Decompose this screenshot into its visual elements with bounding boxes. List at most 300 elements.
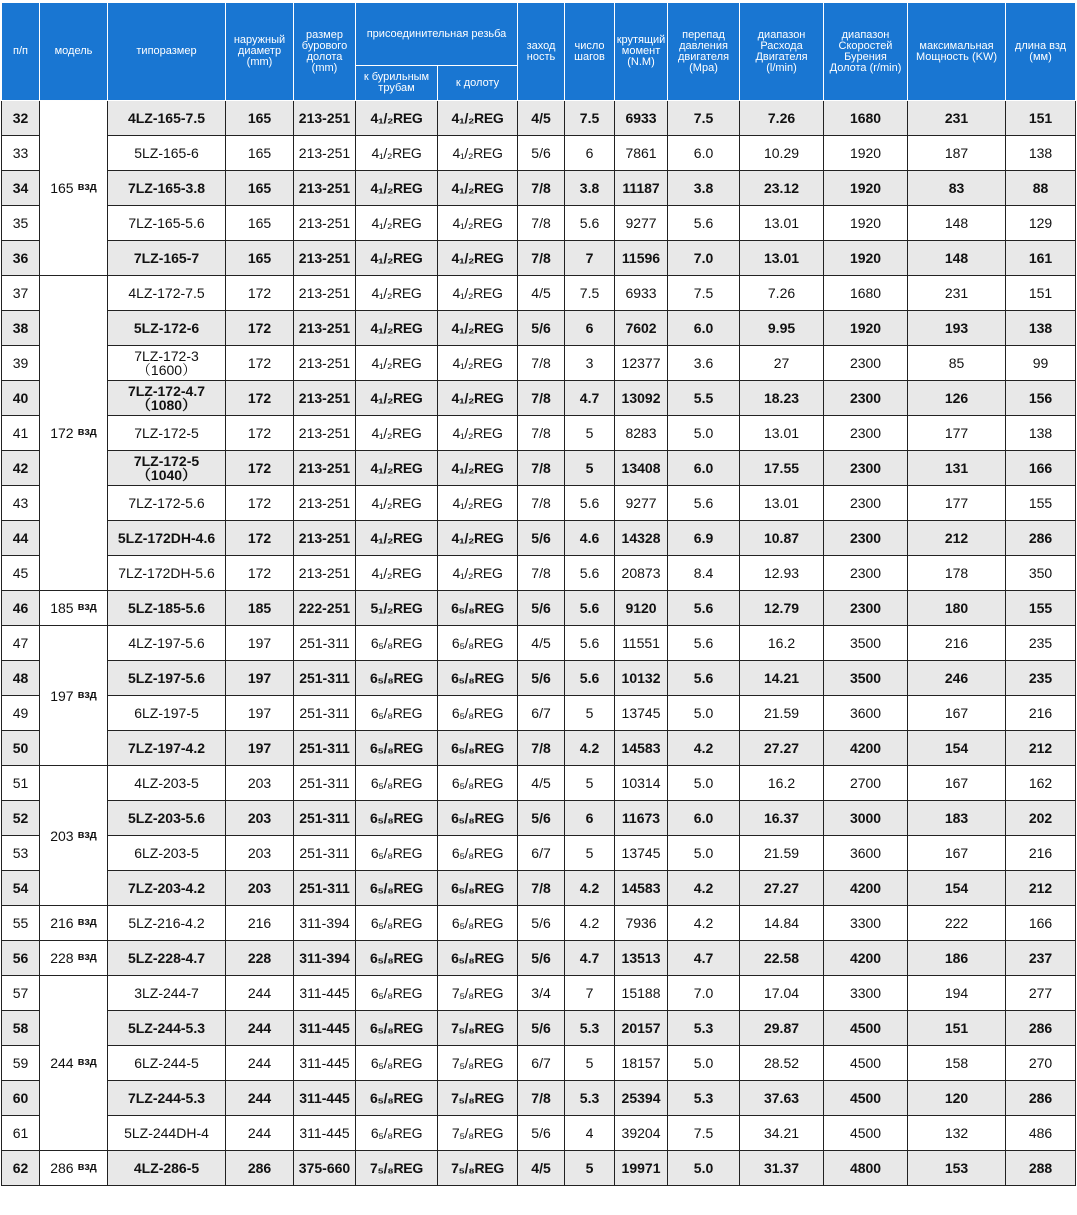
cell-torque: 7602 — [615, 311, 668, 346]
cell-od: 197 — [226, 626, 294, 661]
cell-pressure: 5.5 — [668, 381, 740, 416]
table-row — [2, 416, 1076, 451]
cell-bit: 222-251 — [294, 591, 356, 626]
cell-size — [108, 801, 226, 836]
cell-bit: 213-251 — [294, 101, 356, 136]
cell-stages: 5 — [565, 836, 615, 871]
cell-size — [108, 241, 226, 276]
header-power: максимальная Мощность (KW) — [908, 3, 1006, 101]
cell-flow: 13.01 — [740, 241, 824, 276]
cell-od: 172 — [226, 346, 294, 381]
cell-thread-bit: 6₅/₈REG — [438, 836, 518, 871]
cell-size — [108, 696, 226, 731]
cell-stages: 6 — [565, 136, 615, 171]
cell-length: 99 — [1006, 346, 1076, 381]
cell-torque: 7936 — [615, 906, 668, 941]
cell-size — [108, 171, 226, 206]
model-number: 165 — [50, 180, 74, 196]
cell-thread-pipe: 4₁/₂REG — [356, 416, 438, 451]
cell-bit: 311-445 — [294, 1116, 356, 1151]
cell-stages: 5.6 — [565, 661, 615, 696]
cell-power: 158 — [908, 1046, 1006, 1081]
cell-speed: 4800 — [824, 1151, 908, 1186]
cell-thread-pipe: 6₅/₈REG — [356, 1046, 438, 1081]
cell-num: 37 — [2, 276, 40, 311]
size-label: 5LZ-197-5.6 — [127, 669, 206, 686]
cell-pressure: 6.0 — [668, 311, 740, 346]
model-number: 228 — [50, 950, 74, 966]
cell-thread-pipe: 4₁/₂REG — [356, 556, 438, 591]
cell-thread-bit: 7₅/₈REG — [438, 1151, 518, 1186]
cell-od: 244 — [226, 1046, 294, 1081]
cell-power: 231 — [908, 101, 1006, 136]
table-row — [2, 1046, 1076, 1081]
cell-torque: 20873 — [615, 556, 668, 591]
cell-lobes: 4/5 — [518, 766, 565, 801]
cell-speed: 1920 — [824, 311, 908, 346]
cell-thread-pipe: 6₅/₈REG — [356, 976, 438, 1011]
cell-thread-pipe: 6₅/₈REG — [356, 871, 438, 906]
cell-torque: 6933 — [615, 276, 668, 311]
cell-bit: 213-251 — [294, 486, 356, 521]
cell-od: 286 — [226, 1151, 294, 1186]
cell-flow: 10.29 — [740, 136, 824, 171]
cell-bit: 213-251 — [294, 206, 356, 241]
cell-od: 172 — [226, 381, 294, 416]
cell-torque: 7861 — [615, 136, 668, 171]
cell-num: 39 — [2, 346, 40, 381]
cell-bit: 251-311 — [294, 871, 356, 906]
table-row — [2, 1081, 1076, 1116]
cell-bit: 251-311 — [294, 836, 356, 871]
table-row — [2, 871, 1076, 906]
size-label: 7LZ-165-5.6 — [128, 214, 205, 231]
cell-size — [108, 871, 226, 906]
cell-size — [108, 416, 226, 451]
cell-size — [108, 1081, 226, 1116]
cell-lobes: 7/8 — [518, 731, 565, 766]
cell-torque: 14328 — [615, 521, 668, 556]
model-unit: взд — [77, 828, 97, 841]
cell-lobes: 6/7 — [518, 836, 565, 871]
cell-thread-pipe: 4₁/₂REG — [356, 486, 438, 521]
cell-thread-bit: 7₅/₈REG — [438, 1046, 518, 1081]
cell-bit: 213-251 — [294, 381, 356, 416]
cell-pressure: 7.5 — [668, 101, 740, 136]
cell-power: 231 — [908, 276, 1006, 311]
cell-power: 131 — [908, 451, 1006, 486]
cell-flow: 29.87 — [740, 1011, 824, 1046]
model-unit: взд — [77, 1161, 97, 1173]
cell-speed: 3600 — [824, 696, 908, 731]
cell-torque: 9277 — [615, 486, 668, 521]
cell-speed: 3600 — [824, 836, 908, 871]
cell-lobes: 4/5 — [518, 1151, 565, 1186]
cell-size — [108, 661, 226, 696]
cell-stages: 3 — [565, 346, 615, 381]
cell-pressure: 4.2 — [668, 906, 740, 941]
cell-num: 33 — [2, 136, 40, 171]
model-number: 286 — [50, 1160, 74, 1176]
cell-size — [108, 381, 226, 416]
cell-torque: 18157 — [615, 1046, 668, 1081]
cell-speed: 1920 — [824, 136, 908, 171]
cell-power: 193 — [908, 311, 1006, 346]
header-size: типоразмер — [108, 3, 226, 101]
cell-speed: 3500 — [824, 661, 908, 696]
cell-size — [108, 206, 226, 241]
cell-od: 165 — [226, 241, 294, 276]
cell-od: 203 — [226, 836, 294, 871]
size-label: 5LZ-172-6 — [133, 319, 200, 336]
cell-speed: 1920 — [824, 171, 908, 206]
cell-num: 60 — [2, 1081, 40, 1116]
cell-pressure: 4.2 — [668, 871, 740, 906]
cell-flow: 17.55 — [740, 451, 824, 486]
cell-size — [108, 1046, 226, 1081]
cell-lobes: 7/8 — [518, 556, 565, 591]
cell-speed: 3000 — [824, 801, 908, 836]
cell-num: 50 — [2, 731, 40, 766]
cell-thread-pipe: 6₅/₈REG — [356, 731, 438, 766]
cell-speed: 1920 — [824, 206, 908, 241]
table-header — [2, 3, 1076, 101]
cell-bit: 251-311 — [294, 731, 356, 766]
header-bit: размер бурового долота (mm) — [294, 3, 356, 101]
cell-power: 180 — [908, 591, 1006, 626]
cell-length: 162 — [1006, 766, 1076, 801]
table-row — [2, 241, 1076, 276]
table-row — [2, 101, 1076, 136]
size-label: 4LZ-197-5.6 — [128, 634, 205, 651]
cell-lobes: 5/6 — [518, 591, 565, 626]
cell-speed: 4500 — [824, 1081, 908, 1116]
cell-bit: 311-445 — [294, 976, 356, 1011]
cell-speed: 4200 — [824, 871, 908, 906]
cell-bit: 213-251 — [294, 276, 356, 311]
cell-speed: 2300 — [824, 416, 908, 451]
cell-torque: 19971 — [615, 1151, 668, 1186]
cell-flow: 21.59 — [740, 836, 824, 871]
size-label: 7LZ-244-5.3 — [127, 1089, 206, 1106]
cell-size — [108, 101, 226, 136]
cell-speed: 3300 — [824, 976, 908, 1011]
cell-num: 34 — [2, 171, 40, 206]
cell-stages: 4.6 — [565, 521, 615, 556]
cell-torque: 10314 — [615, 766, 668, 801]
cell-num: 46 — [2, 591, 40, 626]
cell-torque: 13745 — [615, 696, 668, 731]
cell-thread-pipe: 6₅/₈REG — [356, 836, 438, 871]
cell-thread-bit: 7₅/₈REG — [438, 1011, 518, 1046]
cell-od: 197 — [226, 661, 294, 696]
size-label: 3LZ-244-7 — [134, 984, 199, 1001]
cell-thread-pipe: 6₅/₈REG — [356, 941, 438, 976]
cell-od: 172 — [226, 521, 294, 556]
cell-stages: 7.5 — [565, 101, 615, 136]
cell-length: 151 — [1006, 276, 1076, 311]
table-row — [2, 206, 1076, 241]
table-row — [2, 906, 1076, 941]
cell-od: 165 — [226, 101, 294, 136]
cell-speed: 2300 — [824, 346, 908, 381]
cell-num: 36 — [2, 241, 40, 276]
cell-lobes: 5/6 — [518, 941, 565, 976]
cell-length: 155 — [1006, 486, 1076, 521]
cell-lobes: 7/8 — [518, 241, 565, 276]
cell-speed: 2300 — [824, 451, 908, 486]
cell-thread-bit: 6₅/₈REG — [438, 731, 518, 766]
cell-bit: 213-251 — [294, 136, 356, 171]
cell-flow: 14.21 — [740, 661, 824, 696]
table-row — [2, 626, 1076, 661]
cell-od: 216 — [226, 906, 294, 941]
cell-thread-bit: 4₁/₂REG — [438, 486, 518, 521]
cell-flow: 17.04 — [740, 976, 824, 1011]
size-label: 5LZ-165-6 — [134, 144, 199, 161]
cell-power: 216 — [908, 626, 1006, 661]
cell-size — [108, 486, 226, 521]
cell-length: 216 — [1006, 696, 1076, 731]
cell-torque: 12377 — [615, 346, 668, 381]
model-unit: взд — [77, 601, 97, 613]
cell-length: 235 — [1006, 661, 1076, 696]
cell-speed: 2300 — [824, 381, 908, 416]
cell-flow: 28.52 — [740, 1046, 824, 1081]
cell-lobes: 7/8 — [518, 206, 565, 241]
cell-pressure: 5.0 — [668, 1151, 740, 1186]
cell-power: 222 — [908, 906, 1006, 941]
cell-torque: 39204 — [615, 1116, 668, 1151]
cell-speed: 4500 — [824, 1116, 908, 1151]
cell-thread-pipe: 4₁/₂REG — [356, 311, 438, 346]
size-label: 7LZ-203-4.2 — [127, 879, 206, 896]
cell-od: 203 — [226, 766, 294, 801]
cell-size — [108, 136, 226, 171]
cell-stages: 5 — [565, 416, 615, 451]
cell-lobes: 7/8 — [518, 451, 565, 486]
cell-od: 244 — [226, 1081, 294, 1116]
size-label: 7LZ-172-3 — [134, 348, 199, 364]
cell-thread-pipe: 6₅/₈REG — [356, 1116, 438, 1151]
cell-pressure: 3.8 — [668, 171, 740, 206]
cell-flow: 9.95 — [740, 311, 824, 346]
cell-length: 202 — [1006, 801, 1076, 836]
cell-thread-bit: 6₅/₈REG — [438, 766, 518, 801]
table-row — [2, 451, 1076, 486]
cell-od: 172 — [226, 311, 294, 346]
table-row — [2, 1151, 1076, 1186]
cell-thread-bit: 4₁/₂REG — [438, 556, 518, 591]
cell-thread-bit: 4₁/₂REG — [438, 451, 518, 486]
cell-thread-pipe: 6₅/₈REG — [356, 626, 438, 661]
cell-stages: 4 — [565, 1116, 615, 1151]
cell-thread-pipe: 4₁/₂REG — [356, 521, 438, 556]
cell-od: 203 — [226, 871, 294, 906]
cell-length: 138 — [1006, 136, 1076, 171]
cell-num: 47 — [2, 626, 40, 661]
cell-stages: 7 — [565, 976, 615, 1011]
cell-torque: 14583 — [615, 731, 668, 766]
cell-speed: 1680 — [824, 101, 908, 136]
size-label: 7LZ-197-4.2 — [127, 739, 206, 756]
cell-flow: 13.01 — [740, 206, 824, 241]
cell-thread-pipe: 4₁/₂REG — [356, 451, 438, 486]
cell-thread-pipe: 4₁/₂REG — [356, 381, 438, 416]
cell-power: 85 — [908, 346, 1006, 381]
cell-pressure: 6.0 — [668, 451, 740, 486]
header-num: п/п — [2, 3, 40, 101]
cell-num: 56 — [2, 941, 40, 976]
cell-size — [108, 1011, 226, 1046]
cell-thread-bit: 7₅/₈REG — [438, 1081, 518, 1116]
cell-length: 212 — [1006, 871, 1076, 906]
cell-pressure: 5.6 — [668, 486, 740, 521]
cell-thread-bit: 4₁/₂REG — [438, 346, 518, 381]
cell-num: 57 — [2, 976, 40, 1011]
cell-power: 154 — [908, 871, 1006, 906]
cell-bit: 251-311 — [294, 661, 356, 696]
cell-flow: 16.2 — [740, 626, 824, 661]
table-row — [2, 941, 1076, 976]
cell-size — [108, 1116, 226, 1151]
cell-pressure: 6.9 — [668, 521, 740, 556]
cell-length: 286 — [1006, 1081, 1076, 1116]
cell-length: 270 — [1006, 1046, 1076, 1081]
header-od: наружный диаметр (mm) — [226, 3, 294, 101]
cell-od: 172 — [226, 416, 294, 451]
model-unit: взд — [77, 426, 97, 438]
table-row — [2, 1011, 1076, 1046]
cell-speed: 2700 — [824, 766, 908, 801]
cell-od: 244 — [226, 1011, 294, 1046]
cell-bit: 375-660 — [294, 1151, 356, 1186]
size-label: 7LZ-165-3.8 — [127, 179, 206, 196]
cell-lobes: 4/5 — [518, 276, 565, 311]
cell-torque: 11551 — [615, 626, 668, 661]
cell-stages: 4.2 — [565, 906, 615, 941]
cell-thread-bit: 4₁/₂REG — [438, 381, 518, 416]
table-row — [2, 311, 1076, 346]
cell-bit: 311-445 — [294, 1081, 356, 1116]
cell-speed: 2300 — [824, 486, 908, 521]
cell-thread-bit: 7₅/₈REG — [438, 976, 518, 1011]
cell-torque: 13092 — [615, 381, 668, 416]
cell-size — [108, 591, 226, 626]
cell-od: 172 — [226, 276, 294, 311]
cell-model-group — [40, 941, 108, 976]
cell-speed: 2300 — [824, 556, 908, 591]
cell-lobes: 7/8 — [518, 871, 565, 906]
cell-model-group — [40, 591, 108, 626]
header-thread: присоединительная резьба — [356, 3, 518, 66]
cell-size — [108, 521, 226, 556]
cell-bit: 311-445 — [294, 1011, 356, 1046]
cell-thread-pipe: 6₅/₈REG — [356, 766, 438, 801]
cell-pressure: 5.0 — [668, 416, 740, 451]
cell-flow: 14.84 — [740, 906, 824, 941]
table-row — [2, 591, 1076, 626]
size-label: 4LZ-165-7.5 — [127, 109, 206, 126]
cell-power: 177 — [908, 416, 1006, 451]
cell-lobes: 7/8 — [518, 486, 565, 521]
cell-num: 62 — [2, 1151, 40, 1186]
cell-flow: 23.12 — [740, 171, 824, 206]
cell-length: 151 — [1006, 101, 1076, 136]
cell-torque: 8283 — [615, 416, 668, 451]
cell-size — [108, 941, 226, 976]
size-sublabel: （1600） — [136, 362, 197, 378]
size-label: 4LZ-286-5 — [133, 1159, 200, 1176]
cell-num: 52 — [2, 801, 40, 836]
size-label: 4LZ-203-5 — [134, 774, 199, 791]
cell-power: 183 — [908, 801, 1006, 836]
model-number: 203 — [50, 827, 74, 844]
cell-od: 172 — [226, 451, 294, 486]
size-label: 4LZ-172-7.5 — [128, 284, 205, 301]
cell-lobes: 5/6 — [518, 311, 565, 346]
cell-length: 277 — [1006, 976, 1076, 1011]
cell-num: 54 — [2, 871, 40, 906]
size-label: 7LZ-165-7 — [133, 249, 200, 266]
size-sublabel: （1040） — [136, 467, 197, 483]
cell-flow: 13.01 — [740, 486, 824, 521]
model-unit: взд — [77, 951, 97, 963]
cell-size — [108, 346, 226, 381]
cell-stages: 5.6 — [565, 626, 615, 661]
cell-thread-pipe: 6₅/₈REG — [356, 801, 438, 836]
header-thread-pipe: к бурильным трубам — [356, 66, 438, 101]
table-row — [2, 381, 1076, 416]
cell-power: 167 — [908, 836, 1006, 871]
cell-power: 186 — [908, 941, 1006, 976]
cell-bit: 311-394 — [294, 941, 356, 976]
cell-num: 32 — [2, 101, 40, 136]
cell-power: 148 — [908, 241, 1006, 276]
size-label: 6LZ-203-5 — [134, 844, 199, 861]
size-label: 6LZ-197-5 — [134, 704, 199, 721]
cell-speed: 4200 — [824, 941, 908, 976]
cell-length: 212 — [1006, 731, 1076, 766]
table-row — [2, 486, 1076, 521]
size-label: 7LZ-172-4.7 — [127, 383, 206, 399]
model-unit: взд — [77, 1056, 97, 1068]
table-row — [2, 731, 1076, 766]
cell-stages: 5 — [565, 1151, 615, 1186]
table-row — [2, 836, 1076, 871]
cell-num: 53 — [2, 836, 40, 871]
cell-pressure: 5.3 — [668, 1011, 740, 1046]
cell-torque: 11187 — [615, 171, 668, 206]
cell-length: 166 — [1006, 451, 1076, 486]
cell-torque: 15188 — [615, 976, 668, 1011]
cell-model-group — [40, 626, 108, 766]
cell-thread-pipe: 4₁/₂REG — [356, 136, 438, 171]
header-flow: диапазон Расхода Двигателя (l/min) — [740, 3, 824, 101]
cell-thread-bit: 6₅/₈REG — [438, 696, 518, 731]
cell-stages: 4.2 — [565, 871, 615, 906]
cell-thread-pipe: 5₁/₂REG — [356, 591, 438, 626]
cell-power: 126 — [908, 381, 1006, 416]
cell-pressure: 5.0 — [668, 836, 740, 871]
table-row — [2, 696, 1076, 731]
header-model: модель — [40, 3, 108, 101]
cell-od: 228 — [226, 941, 294, 976]
cell-od: 197 — [226, 731, 294, 766]
cell-flow: 18.23 — [740, 381, 824, 416]
cell-lobes: 7/8 — [518, 416, 565, 451]
cell-thread-pipe: 6₅/₈REG — [356, 696, 438, 731]
